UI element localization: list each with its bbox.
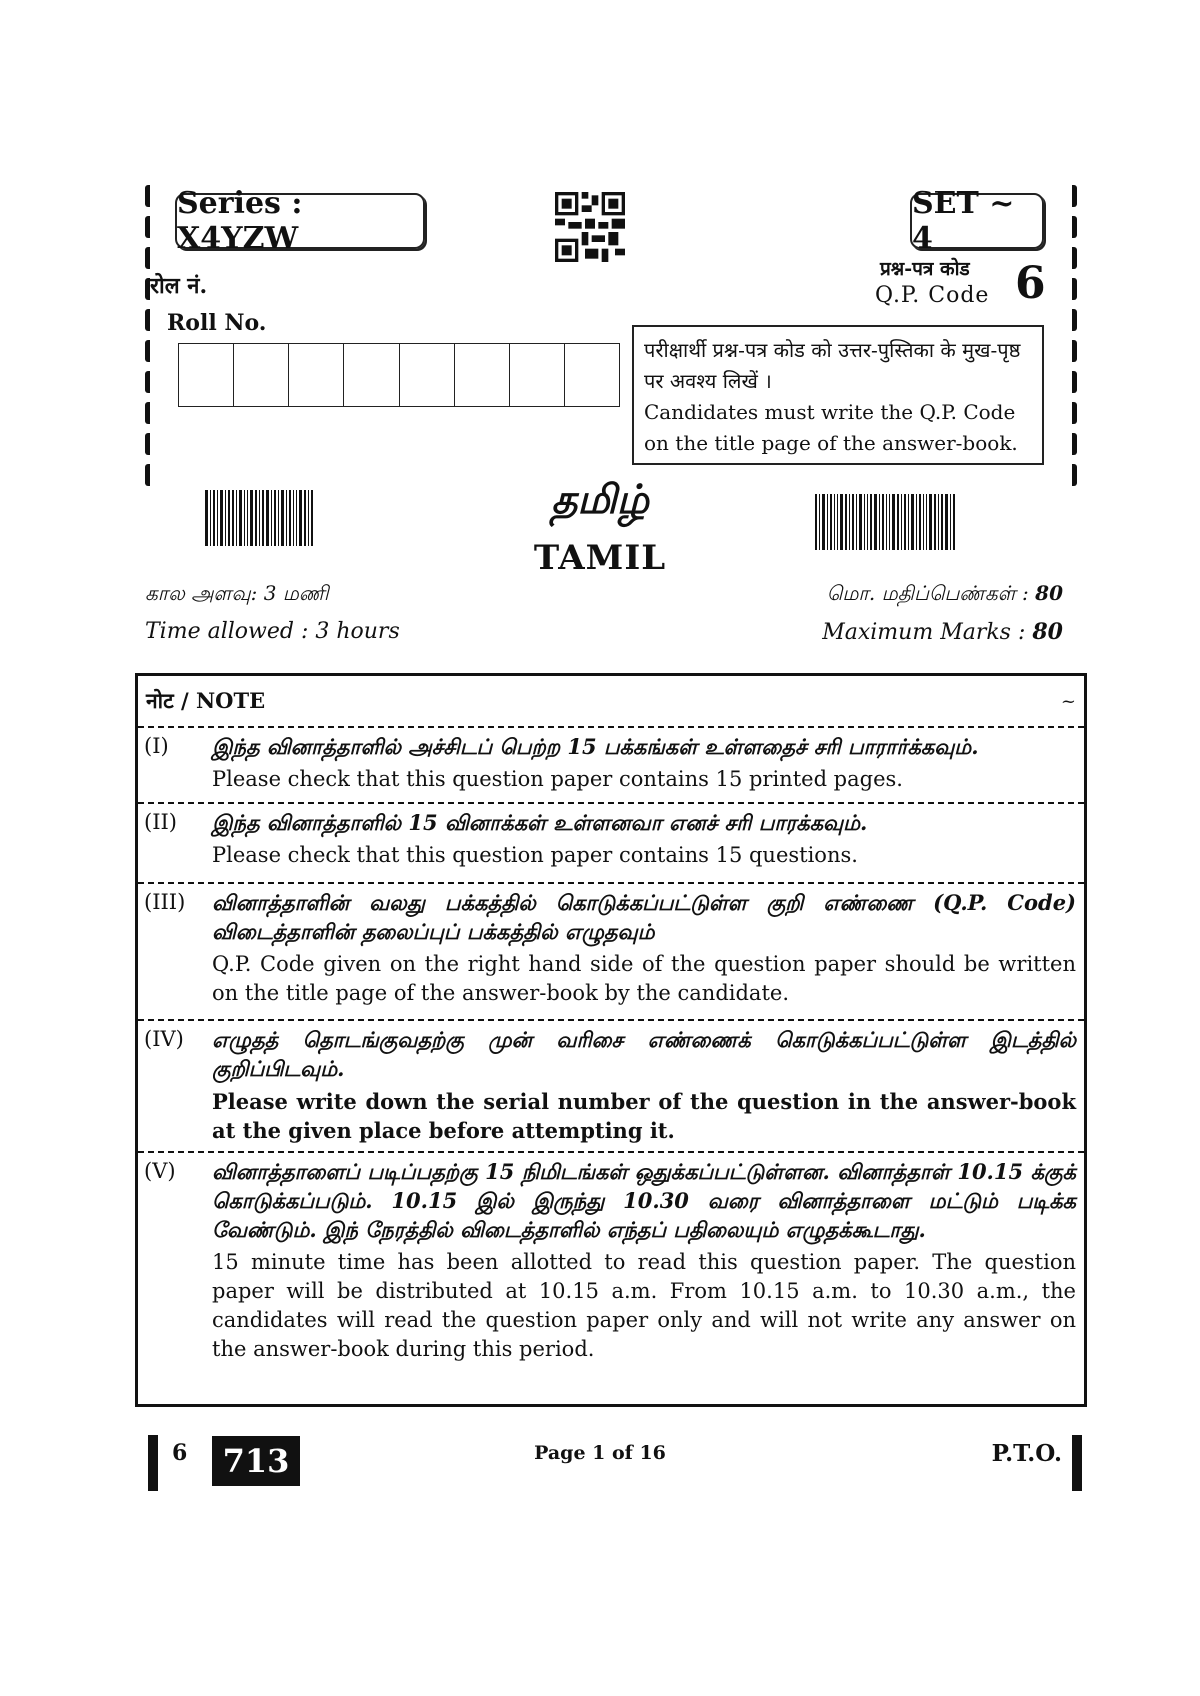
note-item-number: (V) bbox=[144, 1159, 176, 1183]
roll-box[interactable] bbox=[455, 344, 510, 406]
note-item-english: Q.P. Code given on the right hand side of the question paper should be written on the title page of the answer-book by the candidate. bbox=[212, 952, 1076, 1005]
note-item-number: (IV) bbox=[144, 1027, 184, 1051]
note-box bbox=[135, 673, 1087, 1407]
note-heading bbox=[138, 676, 1084, 728]
note-item-tamil: இந்த வினாத்தாளில் அச்சிடப் பெற்ற 15 பக்கங்கள் உள்ளதைச் சரி பாரார்க்கவும். bbox=[212, 734, 979, 759]
marks-value-tamil: 80 bbox=[1035, 581, 1063, 605]
candidate-note-english: Candidates must write the Q.P. Code on the title page of the answer-book. bbox=[644, 400, 1018, 455]
left-margin-marks bbox=[145, 185, 153, 505]
note-tilde: ~ bbox=[1060, 690, 1076, 712]
note-item-tamil: இந்த வினாத்தாளில் 15 வினாக்கள் உள்ளனவா எனச் சரி பாரக்கவும். bbox=[212, 810, 868, 835]
roll-box[interactable] bbox=[400, 344, 455, 406]
roll-label: Roll No. bbox=[167, 310, 267, 336]
roll-box[interactable] bbox=[510, 344, 565, 406]
please-turn-over: P.T.O. bbox=[991, 1440, 1062, 1467]
marks-label: Maximum Marks : bbox=[822, 620, 1026, 645]
roll-number-boxes[interactable] bbox=[178, 343, 620, 407]
time-allowed-tamil: கால அளவு: 3 மணி bbox=[145, 581, 329, 605]
roll-box[interactable] bbox=[234, 344, 289, 406]
roll-box[interactable] bbox=[565, 344, 619, 406]
paper-code-badge: 713 bbox=[212, 1436, 300, 1486]
candidate-note-hindi: परीक्षार्थी प्रश्न-पत्र कोड को उत्तर-पुस्तिका के मुख-पृष्ठ पर अवश्य लिखें । bbox=[644, 338, 1021, 393]
note-item-tamil: வினாத்தாளைப் படிப்பதற்கு 15 நிமிடங்கள் ஒதுக்கப்பட்டுள்ளன. வினாத்தாள் 10.15 க்குக் கொடுக்கப்படும். 10.15 இல் இருந்து 10.30 வரை வினாத்தாளை மட்டும் படிக்க வேண்டும். இந் நேரத்தில் விடைத்தாளில் எந்தப் பதிலையும் எழுதக்கூடாது. bbox=[212, 1159, 1076, 1242]
note-item bbox=[138, 728, 1084, 804]
qr-code-icon bbox=[555, 192, 625, 262]
note-item-tamil: வினாத்தாளின் வலது பக்கத்தில் கொடுக்கப்பட்டுள்ள குறி எண்ணை (Q.P. Code) விடைத்தாளின் தலைப்புப் பக்கத்தில் எழுதவும் bbox=[212, 890, 1076, 944]
roll-box[interactable] bbox=[289, 344, 344, 406]
note-item bbox=[138, 1153, 1084, 1368]
marks-label-tamil: மொ. மதிப்பெண்கள் : bbox=[826, 581, 1029, 605]
maximum-marks bbox=[822, 619, 1063, 645]
candidate-instruction-box bbox=[632, 325, 1044, 465]
note-item-english: Please write down the serial number of the question in the answer-book at the given place before attempting it. bbox=[212, 1089, 1076, 1143]
qp-code-value: 6 bbox=[1015, 258, 1046, 309]
note-item bbox=[138, 884, 1084, 1021]
qp-code-label: Q.P. Code bbox=[875, 283, 990, 308]
note-item-number: (I) bbox=[144, 734, 169, 758]
note-item-english: Please check that this question paper contains 15 questions. bbox=[212, 843, 858, 867]
qp-code-label-hindi: प्रश्न-पत्र कोड bbox=[880, 258, 970, 280]
note-item-number: (III) bbox=[144, 890, 186, 914]
time-allowed: Time allowed : 3 hours bbox=[145, 619, 400, 644]
subject-title: TAMIL bbox=[533, 538, 667, 578]
note-title: नोट / NOTE bbox=[146, 688, 266, 713]
roll-box[interactable] bbox=[344, 344, 399, 406]
footer-right-bar bbox=[1072, 1435, 1082, 1491]
series-label: Series : X4YZW bbox=[175, 193, 425, 249]
note-item-english: 15 minute time has been allotted to read this question paper. The question paper will be distributed at 10.15 a.m. From 10.15 a.m. to 10.30 a.m., the candidates will read the question paper only and will not write any answer on the answer-book during this period. bbox=[212, 1250, 1076, 1361]
subject-title-tamil: தமிழ் bbox=[551, 476, 649, 523]
set-label: SET ~ 4 bbox=[910, 193, 1044, 249]
maximum-marks-tamil bbox=[827, 581, 1063, 608]
note-item-number: (II) bbox=[144, 810, 177, 834]
note-item-english: Please check that this question paper contains 15 printed pages. bbox=[212, 767, 903, 791]
marks-value: 80 bbox=[1032, 619, 1063, 645]
note-item bbox=[138, 804, 1084, 884]
right-margin-marks bbox=[1072, 185, 1080, 505]
roll-box[interactable] bbox=[179, 344, 234, 406]
note-item-tamil: எழுதத் தொடங்குவதற்கு முன் வரிசை எண்ணைக் கொடுக்கப்பட்டுள்ள இடத்தில் குறிப்பிடவும். bbox=[212, 1027, 1076, 1081]
note-item bbox=[138, 1021, 1084, 1153]
footer-qp-code: 6 bbox=[172, 1440, 188, 1466]
roll-label-hindi: रोल नं. bbox=[150, 273, 208, 299]
page-number: Page 1 of 16 bbox=[534, 1442, 666, 1464]
